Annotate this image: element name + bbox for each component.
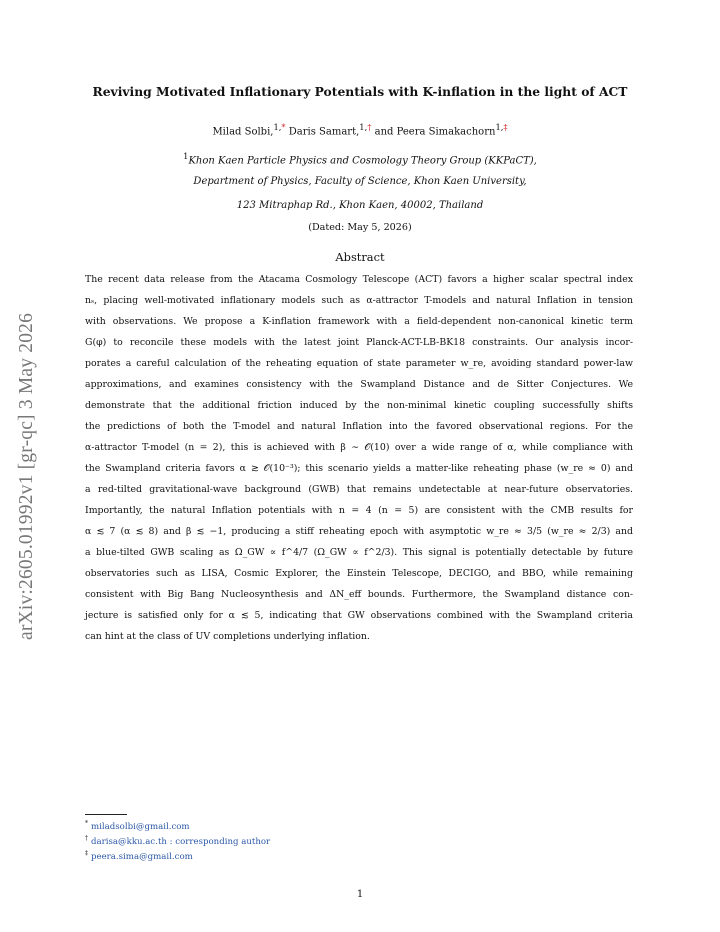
author-list [70,122,650,137]
abstract-line: the Swampland criteria favors α ≳ 𝒪(10⁻³); this scenario yields a matter-like reheating phase (w_re ≈ 0) and [85,463,633,474]
footnote [85,850,193,862]
abstract-line: The recent data release from the Atacama Cosmology Telescope (ACT) favors a higher scalar spectral index [85,274,633,285]
abstract-line: α-attractor T-model (n = 2), this is achieved with β ∼ 𝒪(10) over a wide range of α, while compliance with [85,442,633,453]
abstract-line: the predictions of both the T-model and natural Inflation into the favored observational regions. For the [85,421,633,432]
footnote-mark: † [85,835,88,842]
author-footnote-mark[interactable]: † [367,122,372,132]
author-affiliation: 1, [495,122,504,132]
footnote [85,835,270,847]
abstract-line: jecture is satisfied only for α ≲ 5, indicating that GW observations combined with the Swampland criteria [85,610,633,621]
footnote [85,820,190,832]
author-affiliation: 1, [273,122,282,132]
affiliation-line: 123 Mitraphap Rd., Khon Kaen, 40002, Thailand [236,200,484,211]
affiliation-line: Department of Physics, Faculty of Science, Khon Kaen University, [193,176,527,187]
author-footnote-mark[interactable]: ‡ [503,122,508,132]
abstract-line: porates a careful calculation of the reheating equation of state parameter w_re, avoiding standard power-law [85,358,633,369]
page-number: 1 [356,889,364,900]
arxiv-identifier: arXiv:2605.01992v1 [gr-qc] 3 May 2026 [16,312,37,640]
dated-line: (Dated: May 5, 2026) [308,222,412,233]
affiliation-line [70,151,650,166]
abstract-line: consistent with Big Bang Nucleosynthesis and ΔN_eff bounds. Furthermore, the Swampland distance con- [85,589,633,600]
footnote-email-link[interactable]: peera.sima@gmail.com [91,852,193,862]
abstract-line: a blue-tilted GWB scaling as Ω_GW ∝ f^4/7 (Ω_GW ∝ f^2/3). This signal is potentially detectable by future [85,547,633,558]
footnote-email-link[interactable]: miladsolbi@gmail.com [91,822,190,832]
author-name: Daris Samart, [288,126,360,138]
author-footnote-mark[interactable]: * [281,122,286,132]
abstract-line: demonstrate that the additional friction induced by the non-minimal kinetic coupling successfully shifts [85,400,633,411]
abstract-line: approximations, and examines consistency with the Swampland Distance and de Sitter Conjectures. We [85,379,633,390]
footnote-mark: * [85,820,88,827]
affiliation-superscript: 1 [183,151,189,161]
abstract-line: a red-tilted gravitational-wave background (GWB) that remains undetectable at near-future observatories. [85,484,633,495]
abstract-heading: Abstract [335,250,385,264]
abstract-line: with observations. We propose a K-inflation framework with a field-dependent non-canonical kinetic term [85,316,633,327]
author-name: and Peera Simakachorn [374,126,496,138]
footnote-mark: ‡ [85,850,88,857]
abstract-line: G(φ) to reconcile these models with the latest joint Planck-ACT-LB-BK18 constraints. Our analysis incor- [85,337,633,348]
paper-title: Reviving Motivated Inflationary Potentials with K-inflation in the light of ACT [92,84,628,99]
abstract-line: α ≲ 7 (α ≲ 8) and β ≲ −1, producing a stiff reheating epoch with asymptotic w_re ≈ 3/5 (w_re ≈ 2/3) and [85,526,633,537]
footnote-email-link[interactable]: darisa@kku.ac.th : corresponding author [91,837,271,847]
abstract-line: Importantly, the natural Inflation potentials with n = 4 (n = 5) are consistent with the CMB results for [85,505,633,516]
author-affiliation: 1, [359,122,368,132]
abstract-line: can hint at the class of UV completions underlying inflation. [85,631,370,642]
abstract-line: nₛ, placing well-motivated inflationary models such as α-attractor T-models and natural Inflation in tension [85,295,633,306]
footnote-rule [85,814,127,815]
abstract-line: observatories such as LISA, Cosmic Explorer, the Einstein Telescope, DECIGO, and BBO, while remaining [85,568,633,579]
affiliation-text: Khon Kaen Particle Physics and Cosmology Theory Group (KKPaCT), [188,155,537,167]
author-name: Milad Solbi, [212,126,274,138]
